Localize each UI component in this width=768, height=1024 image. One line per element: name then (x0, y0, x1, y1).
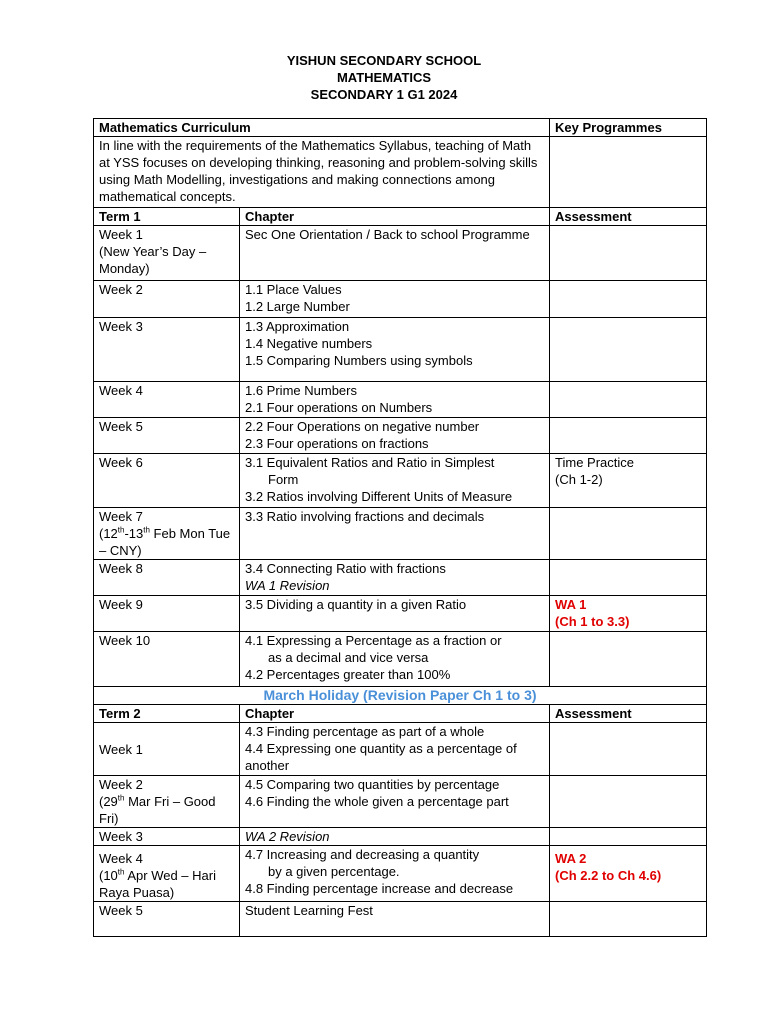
document-header (0, 52, 768, 103)
week-label: Week 2 (94, 281, 240, 318)
curriculum-table (93, 118, 707, 937)
table-row (94, 382, 707, 418)
chapter-item: 3.4 Connecting Ratio with fractions (245, 561, 446, 576)
subject-title: MATHEMATICS (336, 70, 432, 85)
chapter-item: 1.2 Large Number (245, 299, 350, 314)
chapter-item: 1.1 Place Values (245, 282, 342, 297)
table-row (94, 632, 707, 687)
table-header-row (94, 119, 707, 137)
week-label: Week 4 (94, 382, 240, 418)
assessment-item: Time Practice (555, 455, 634, 470)
week-note: (12th-13th Feb Mon Tue – CNY) (99, 525, 231, 558)
table-row (94, 418, 707, 454)
assessment-scope: (Ch 2.2 to Ch 4.6) (555, 868, 662, 883)
chapter-item: 1.6 Prime Numbers (245, 383, 357, 398)
chapter-item: 1.5 Comparing Numbers using symbols (245, 353, 473, 368)
chapter-item: 4.4 Expressing one quantity as a percentage of another (245, 741, 517, 773)
holiday-banner: March Holiday (Revision Paper Ch 1 to 3) (94, 687, 707, 705)
table-row (94, 902, 707, 937)
week-label: Week 3 (94, 828, 240, 846)
week-note: (10th Apr Wed – Hari Raya Puasa) (99, 867, 216, 900)
chapter-heading: Chapter (240, 208, 550, 226)
week-label: Week 1 (94, 723, 240, 776)
assessment-scope: (Ch 1-2) (555, 472, 603, 487)
chapter-item: 3.2 Ratios involving Different Units of Measure (245, 489, 513, 504)
table-row (94, 776, 707, 828)
chapter-item-continued: as a decimal and vice versa (268, 650, 429, 665)
chapter-cell: 3.3 Ratio involving fractions and decimals (240, 508, 550, 560)
chapter-item: 1.3 Approximation (245, 319, 350, 334)
week-label: Week 10 (94, 632, 240, 687)
table-row (94, 226, 707, 281)
assessment-item: WA 2 (555, 851, 587, 866)
table-row (94, 281, 707, 318)
chapter-cell: Sec One Orientation / Back to school Programme (240, 226, 550, 281)
chapter-item: 2.3 Four operations on fractions (245, 436, 429, 451)
key-programmes-heading: Key Programmes (550, 119, 707, 137)
term2-header-row (94, 705, 707, 723)
chapter-item: 2.2 Four Operations on negative number (245, 419, 480, 434)
assessment-heading: Assessment (550, 208, 707, 226)
chapter-item: 2.1 Four operations on Numbers (245, 400, 433, 415)
week-label: Week 3 (94, 318, 240, 382)
curriculum-heading: Mathematics Curriculum (94, 119, 550, 137)
intro-text: In line with the requirements of the Mathematics Syllabus, teaching of Math at YSS focuses on developing thinking, reasoning and problem-solving skills using Math Modelling, investigations and making connections among mathematical concepts. (94, 137, 550, 208)
revision-item: WA 1 Revision (245, 578, 330, 593)
chapter-item: 4.8 Finding percentage increase and decrease (245, 881, 514, 896)
table-row (94, 318, 707, 382)
table-row (94, 454, 707, 508)
chapter-item: 4.6 Finding the whole given a percentage part (245, 794, 509, 809)
chapter-item: 4.2 Percentages greater than 100% (245, 667, 451, 682)
assessment-item: WA 1 (555, 597, 587, 612)
week-note: (29th Mar Fri – Good Fri) (99, 793, 216, 826)
chapter-item-continued: Form (268, 472, 299, 487)
chapter-item: 4.7 Increasing and decreasing a quantity (245, 847, 480, 862)
chapter-item: 4.1 Expressing a Percentage as a fraction or (245, 633, 502, 648)
chapter-item: 4.5 Comparing two quantities by percentage (245, 777, 500, 792)
revision-item: WA 2 Revision (240, 828, 550, 846)
chapter-item: 1.4 Negative numbers (245, 336, 373, 351)
week-label: Week 9 (94, 596, 240, 632)
week-label: Week 4 (99, 851, 143, 866)
week-label: Week 8 (94, 560, 240, 596)
table-row (94, 560, 707, 596)
term1-header-row (94, 208, 707, 226)
week-label: Week 7 (99, 509, 143, 524)
chapter-item-continued: by a given percentage. (268, 864, 400, 879)
week-label: Week 5 (94, 418, 240, 454)
table-row (94, 846, 707, 902)
chapter-item: 4.3 Finding percentage as part of a whole (245, 724, 485, 739)
table-row (94, 508, 707, 560)
chapter-heading: Chapter (240, 705, 550, 723)
week-label: Week 5 (94, 902, 240, 937)
chapter-item: 3.1 Equivalent Ratios and Ratio in Simplest (245, 455, 495, 470)
week-label: Week 1 (99, 227, 143, 242)
level-title: SECONDARY 1 G1 2024 (310, 87, 458, 102)
table-row (94, 723, 707, 776)
assessment-heading: Assessment (550, 705, 707, 723)
table-row (94, 828, 707, 846)
assessment-scope: (Ch 1 to 3.3) (555, 614, 630, 629)
intro-row (94, 137, 707, 208)
term2-label: Term 2 (94, 705, 240, 723)
table-row (94, 596, 707, 632)
week-label: Week 6 (94, 454, 240, 508)
chapter-cell: Student Learning Fest (240, 902, 550, 937)
term1-label: Term 1 (94, 208, 240, 226)
holiday-row (94, 687, 707, 705)
chapter-cell: 3.5 Dividing a quantity in a given Ratio (240, 596, 550, 632)
school-name: YISHUN SECONDARY SCHOOL (286, 53, 482, 68)
week-label: Week 2 (99, 777, 143, 792)
week-note: (New Year’s Day – Monday) (99, 244, 207, 276)
